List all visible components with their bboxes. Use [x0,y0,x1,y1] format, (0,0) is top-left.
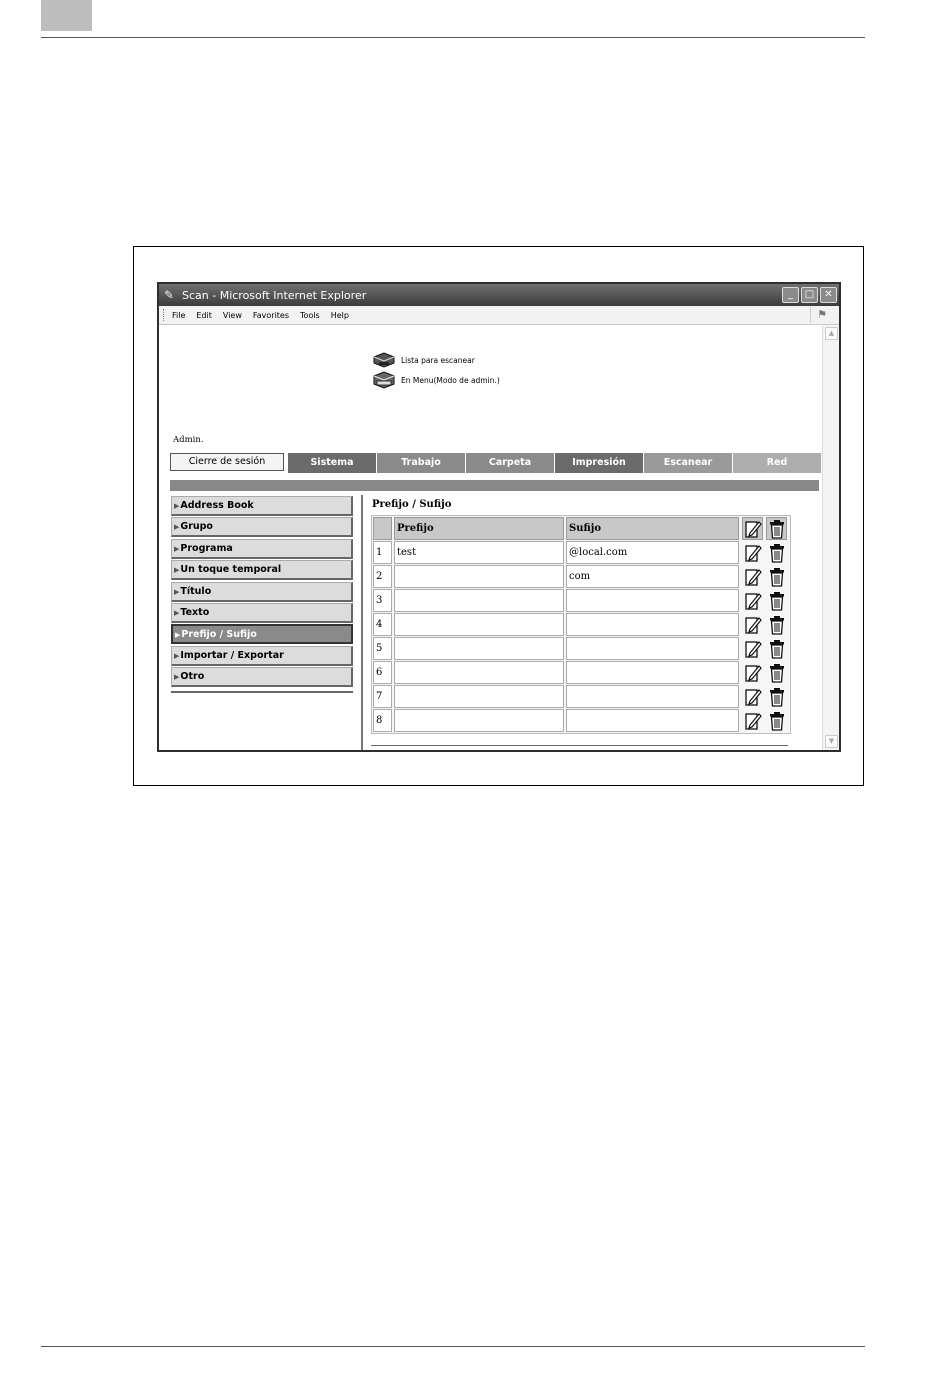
triangle-right-icon: ▶ [174,608,180,617]
suffix-cell: com [566,565,739,588]
menu-help[interactable]: Help [330,310,349,320]
row-number: 8 [373,709,392,732]
edit-icon[interactable] [742,613,763,636]
page-content [159,325,823,750]
trash-icon[interactable] [766,685,787,708]
edit-icon[interactable] [742,661,763,684]
prefix-suffix-table [371,515,791,734]
trash-icon[interactable] [766,661,787,684]
prefix-cell [394,709,564,732]
prefix-cell [394,661,564,684]
toolbar-grip [163,309,166,321]
triangle-right-icon: ▶ [174,651,180,660]
header-rule [41,37,865,38]
menu-tools[interactable]: Tools [300,310,320,320]
printer-icon [371,351,397,369]
edit-icon[interactable] [742,685,763,708]
window-title: Scan - Microsoft Internet Explorer [182,288,367,302]
suffix-cell [566,613,739,636]
status-ready-text: Lista para escanear [401,355,475,365]
sidebar-bottom-rule [171,691,353,693]
row-number: 4 [373,613,392,636]
table-row [372,589,790,612]
sidebar-item-programa[interactable]: ▶Programa [171,539,353,559]
trash-icon[interactable] [766,589,787,612]
menu-edit[interactable]: Edit [196,310,212,320]
sidebar-item-grupo[interactable]: ▶Grupo [171,517,353,537]
suffix-cell [566,685,739,708]
scanner-icon [371,371,397,389]
suffix-cell [566,589,739,612]
scroll-down-icon[interactable]: ▼ [825,735,838,748]
table-bottom-rule [371,745,788,746]
triangle-right-icon: ▶ [174,673,180,682]
row-number: 5 [373,637,392,660]
browser-window [157,282,841,752]
tab-red[interactable]: Red [733,453,821,473]
menu-view[interactable]: View [222,310,242,320]
edit-icon[interactable] [742,565,763,588]
row-number: 6 [373,661,392,684]
prefix-cell [394,637,564,660]
main-tabs [170,453,822,473]
header-suffix: Sufijo [566,517,739,540]
sidebar-item-un-toque-temporal[interactable]: ▶Un toque temporal [171,560,353,580]
tab-underline-band [170,480,819,491]
title-bar [159,284,839,306]
prefix-cell [394,589,564,612]
trash-icon[interactable] [766,637,787,660]
maximize-button[interactable]: □ [801,287,818,303]
table-row [372,685,790,708]
page-corner-tab [41,0,92,31]
table-row [372,541,790,564]
tab-sistema[interactable]: Sistema [288,453,376,473]
prefix-cell [394,685,564,708]
vertical-scrollbar[interactable] [822,325,839,750]
edit-icon[interactable] [742,541,763,564]
menu-bar [159,306,839,325]
sidebar-item-importar-exportar[interactable]: ▶Importar / Exportar [171,646,353,666]
tab-impresion[interactable]: Impresión [555,453,643,473]
table-row [372,565,790,588]
vertical-separator [361,495,363,752]
footer-rule [41,1346,865,1347]
triangle-right-icon: ▶ [175,631,181,640]
triangle-right-icon: ▶ [174,502,180,510]
close-button[interactable]: ✕ [820,287,837,303]
status-mode-text: En Menu(Modo de admin.) [401,375,500,385]
table-row [372,637,790,660]
sidebar-item-prefijo-sufijo[interactable]: ▶Prefijo / Sufijo [171,624,353,644]
user-label: Admin. [173,435,204,445]
ie-icon: ✎ [164,288,175,302]
prefix-cell [394,565,564,588]
prefix-cell [394,613,564,636]
header-number [373,517,392,540]
edit-icon[interactable] [742,589,763,612]
prefix-cell: test [394,541,564,564]
header-edit-icon [742,517,763,540]
table-row [372,709,790,732]
row-number: 3 [373,589,392,612]
sidebar [171,496,353,689]
logout-button[interactable]: Cierre de sesión [170,453,284,471]
row-number: 1 [373,541,392,564]
sidebar-item-address-book[interactable]: ▶Address Book [171,496,353,516]
tab-escanear[interactable]: Escanear [644,453,732,473]
triangle-right-icon: ▶ [174,544,180,553]
triangle-right-icon: ▶ [174,523,180,532]
sidebar-item-titulo[interactable]: ▶Título [171,582,353,602]
windows-logo-icon: ⚑ [810,307,833,323]
sidebar-item-otro[interactable]: ▶Otro [171,667,353,687]
scroll-up-icon[interactable]: ▲ [825,327,838,340]
edit-icon[interactable] [742,709,763,732]
tab-trabajo[interactable]: Trabajo [377,453,465,473]
header-prefix: Prefijo [394,517,564,540]
table-header-row [372,517,790,540]
table-row [372,661,790,684]
trash-icon[interactable] [766,541,787,564]
edit-icon[interactable] [742,637,763,660]
tab-carpeta[interactable]: Carpeta [466,453,554,473]
suffix-cell [566,637,739,660]
suffix-cell [566,709,739,732]
trash-icon[interactable] [766,613,787,636]
triangle-right-icon: ▶ [174,566,180,575]
row-number: 7 [373,685,392,708]
header-trash-icon [766,517,787,540]
suffix-cell: @local.com [566,541,739,564]
status-mode [371,371,500,389]
row-number: 2 [373,565,392,588]
menu-file[interactable]: File [172,310,186,320]
minimize-button[interactable]: _ [782,287,799,303]
panel-title: Prefijo / Sufijo [372,499,452,510]
status-ready [371,351,475,369]
table-row [372,613,790,636]
triangle-right-icon: ▶ [174,587,180,596]
menu-favorites[interactable]: Favorites [252,310,290,320]
suffix-cell [566,661,739,684]
trash-icon[interactable] [766,565,787,588]
trash-icon[interactable] [766,709,787,732]
sidebar-item-texto[interactable]: ▶Texto [171,603,353,623]
